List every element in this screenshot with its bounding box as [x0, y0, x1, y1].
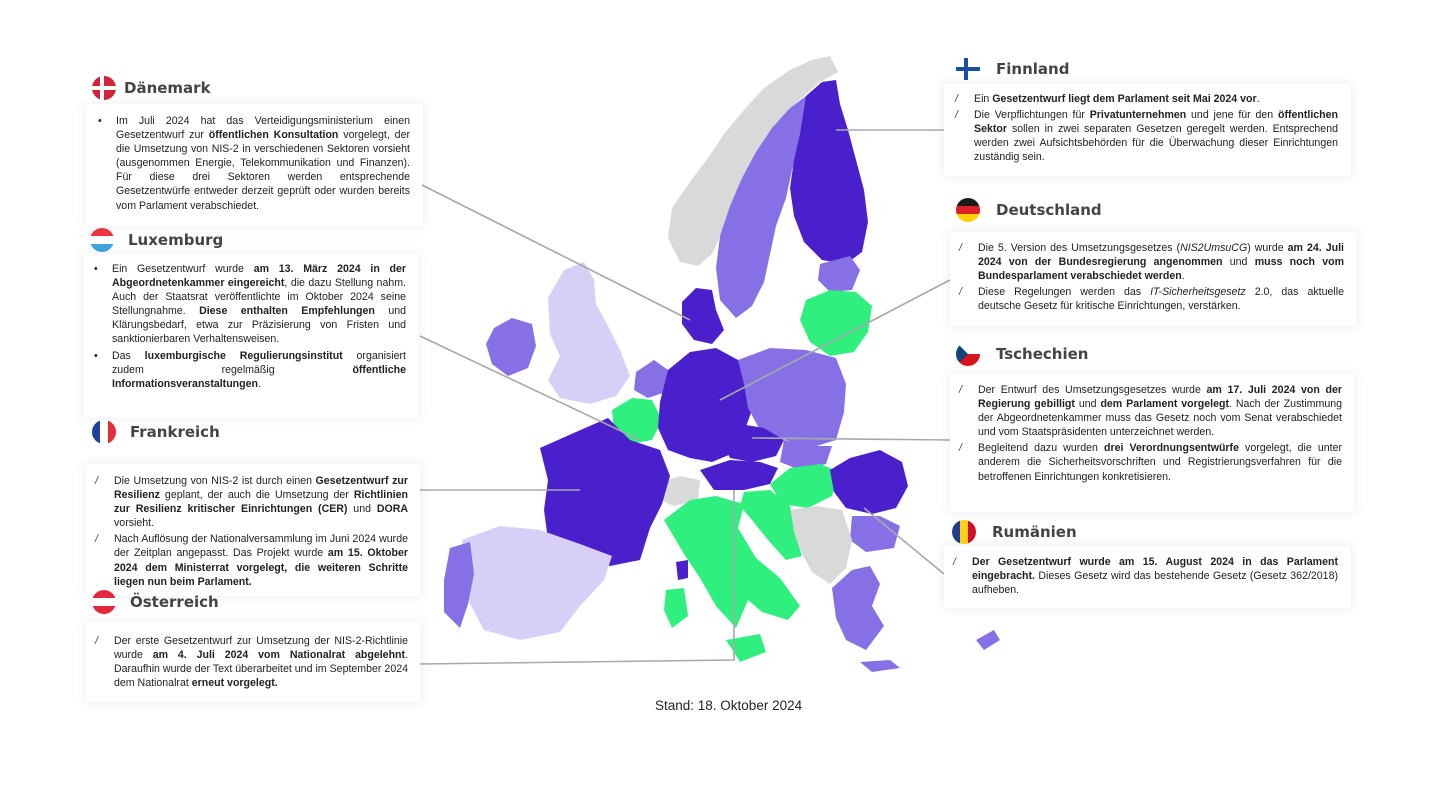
card-text-run: DORA — [376, 503, 409, 516]
country-name-tschechien: Tschechien — [996, 345, 1089, 363]
map-region-bulgaria[interactable] — [850, 516, 900, 552]
map-region-ireland[interactable] — [486, 318, 536, 376]
card-text-run: . — [1256, 93, 1260, 105]
card-text-run: geplant, der auch die Umsetzung der — [159, 489, 354, 502]
card-text-run: vorgelegt, der die Umsetzung von NIS-2 in verschiedenen Sektoren vorsieht (ausgenommen Energie, Telekommunikation und Finanzen). Für diese drei Sektoren werden entsprechende Gesetzentwürfe entweder derzeit geprüft oder wurden bereits vom Parlament verabschiedet. — [116, 129, 410, 212]
card-frankreich — [86, 464, 420, 596]
card-item — [94, 634, 408, 690]
card-text-run: ) wurde — [1247, 242, 1288, 254]
country-name-luxemburg: Luxemburg — [128, 231, 224, 249]
card-item — [94, 349, 406, 391]
card-text-run: Die 5. Version des Umsetzungsgesetzes ( — [978, 242, 1181, 254]
card-item — [98, 114, 410, 213]
card-rumaenien — [944, 546, 1350, 608]
card-text-run: am 15. Oktober 2024 dem Ministerrat vorgelegt, die weiteren Schritte liegen nun beim Parlament. — [114, 547, 409, 588]
card-text-run: und — [1074, 398, 1101, 411]
card-text-run: am 24. Juli 2024 von der Bundesregierung angenommen — [978, 242, 1344, 269]
card-text-run: IT-Sicherheitsgesetz — [1150, 286, 1246, 299]
card-text-run: . — [1181, 270, 1185, 283]
card-text-run: , die dazu Stellung nahm. Auch der Staatsrat veröffentlichte im Oktober 2024 seine Stellungnahme. — [112, 277, 406, 318]
czech-flag-icon — [956, 342, 980, 366]
map-region-estonia[interactable] — [818, 256, 860, 292]
finland-flag-icon — [956, 58, 980, 80]
country-name-rumaenien: Rumänien — [992, 523, 1077, 541]
card-item — [94, 532, 408, 588]
country-name-daenemark: Dänemark — [124, 79, 211, 97]
country-head-frankreich — [92, 420, 220, 444]
card-text-run: Im Juli 2024 hat das Verteidigungsministerium einen Gesetzentwurf zur — [116, 115, 410, 142]
card-text-run: vorsieht. — [114, 517, 155, 530]
map-region-portugal[interactable] — [444, 542, 474, 628]
country-head-finnland — [956, 58, 1069, 80]
country-name-oesterreich: Österreich — [130, 593, 219, 611]
card-text-run: sollen in zwei separaten Gesetzen geregelt werden. Entsprechend werden zwei Aufsichtsbehörden für die Überwachung dieser Einrichtungen zuständig sein. — [974, 123, 1338, 164]
card-text-run: Begleitend dazu wurden — [978, 442, 1104, 455]
country-head-deutschland — [956, 198, 1102, 222]
card-text-run: Diese Regelungen werden das — [978, 286, 1151, 299]
card-text-run: und — [1222, 256, 1255, 269]
map-region-crete[interactable] — [860, 660, 900, 672]
card-text-run: und Klärungsbedarf, etwa zur Präzisierung von Fristen und sanktionierbaren Verhaltensweisen. — [112, 305, 406, 346]
card-text-run: . Nach der Zustimmung der Abgeordnetenkammer muss das Gesetz noch vom Senat verabschiedet und vom Staatspräsidenten unterzeichnet werden. — [978, 398, 1342, 439]
card-text-run: und jene für den — [1186, 109, 1278, 122]
map-region-romania[interactable] — [830, 450, 908, 514]
card-text-run: öffentliche Informationsveranstaltungen — [112, 363, 406, 390]
map-region-sicily[interactable] — [726, 634, 766, 662]
card-tschechien — [950, 374, 1354, 512]
card-item — [958, 441, 1342, 483]
map-region-greece[interactable] — [832, 566, 884, 650]
card-daenemark — [86, 104, 422, 226]
card-item — [958, 383, 1342, 439]
card-item — [954, 92, 1338, 106]
footnote-date: Stand: 18. Oktober 2024 — [655, 698, 803, 713]
map-region-austria[interactable] — [700, 460, 778, 490]
country-head-rumaenien — [952, 520, 1077, 544]
austria-flag-icon — [92, 590, 116, 614]
card-text-run: organisiert zudem regelmäßig — [112, 349, 406, 376]
card-text-run: Richtlinien zur Resilienz kritischer Einrichtungen (CER) — [114, 489, 408, 516]
card-text-run: Privatunternehmen — [1089, 109, 1187, 122]
card-text-run: und — [347, 503, 377, 516]
country-head-daenemark — [92, 76, 211, 100]
romania-flag-icon — [952, 520, 976, 544]
germany-flag-icon — [956, 198, 980, 222]
card-text-run: Das — [112, 349, 145, 362]
card-text-run: am 13. März 2024 in der Abgeordnetenkammer eingereicht — [112, 263, 407, 290]
card-text-run: öffentlichen Konsultation — [208, 129, 339, 142]
card-text-run: Gesetzentwurf zur Resilienz — [114, 475, 408, 502]
card-text-run: dem Parlament vorgelegt — [1100, 398, 1229, 411]
card-item — [958, 285, 1344, 313]
card-text-run: Ein — [974, 93, 993, 105]
card-text-run: Nach Auflösung der Nationalversammlung im Juni 2024 wurde der Zeitplan angepasst. Das Projekt wurde — [114, 533, 408, 560]
luxembourg-flag-icon — [90, 228, 114, 252]
card-text-run: am 17. Juli 2024 von der Regierung gebilligt — [978, 384, 1342, 411]
map-region-baltics[interactable] — [800, 290, 872, 356]
france-flag-icon — [92, 420, 116, 444]
card-text-run: . — [257, 377, 261, 390]
card-text-run: Dieses Gesetz wird das bestehende Gesetz (Gesetz 362/2018) aufheben. — [972, 570, 1338, 597]
card-item — [94, 262, 406, 347]
map-region-corsica[interactable] — [676, 560, 688, 580]
country-head-luxemburg — [90, 228, 223, 252]
country-name-finnland: Finnland — [996, 60, 1070, 78]
card-item — [952, 555, 1338, 597]
country-name-frankreich: Frankreich — [130, 423, 220, 441]
card-text-run: Diese enthalten Empfehlungen — [199, 305, 375, 318]
card-text-run: Der Entwurf des Umsetzungsgesetzes wurde — [978, 384, 1207, 396]
country-head-oesterreich — [92, 590, 219, 614]
card-text-run: NIS2UmsuCG — [1180, 242, 1248, 254]
card-text-run: . Daraufhin wurde der Text überarbeitet und im September 2024 dem Nationalrat — [114, 649, 409, 690]
card-text-run: öffentlichen Sektor — [974, 109, 1338, 136]
card-item — [954, 108, 1338, 164]
map-region-cyprus[interactable] — [976, 630, 1000, 650]
map-region-balkans[interactable] — [790, 506, 852, 584]
card-text-run: Ein Gesetzentwurf wurde — [112, 263, 254, 275]
card-text-run: erneut vorgelegt. — [191, 677, 278, 690]
card-text-run: 2.0, das aktuelle deutsche Gesetz für kritische Einrichtungen, verstärken. — [978, 286, 1344, 313]
card-text-run: muss noch vom Bundesparlament verabschiedet werden — [978, 256, 1345, 283]
card-text-run: Der erste Gesetzentwurf zur Umsetzung der NIS-2-Richtlinie wurde — [114, 635, 408, 662]
card-text-run: Gesetzentwurf liegt dem Parlament seit Mai 2024 vor — [992, 93, 1257, 105]
card-text-run: Die Verpflichtungen für — [974, 109, 1090, 122]
card-text-run: luxemburgische Regulierungsinstitut — [144, 349, 343, 362]
card-text-run: vorgelegt, die unter anderem die Sicherheitsvorschriften und Registrierungsverfahren für die betroffenen Einrichtungen konkretisieren. — [978, 442, 1342, 483]
map-region-denmark[interactable] — [682, 288, 724, 344]
card-luxemburg — [84, 254, 418, 418]
card-finnland — [944, 84, 1350, 176]
card-deutschland — [950, 232, 1356, 326]
card-text-run: Die Umsetzung von NIS-2 ist durch einen — [114, 475, 316, 487]
card-item — [958, 241, 1344, 283]
card-text-run: drei Verordnungsentwürfe — [1104, 442, 1239, 455]
card-item — [94, 474, 408, 530]
country-head-tschechien — [956, 342, 1088, 366]
map-region-sardinia[interactable] — [664, 588, 688, 628]
denmark-flag-icon — [92, 76, 116, 100]
card-text-run: am 4. Juli 2024 vom Nationalrat abgelehnt — [152, 649, 406, 662]
card-text-run: Der Gesetzentwurf wurde am 15. August 2024 in das Parlament eingebracht. — [972, 556, 1338, 583]
country-name-deutschland: Deutschland — [996, 201, 1102, 219]
card-oesterreich — [86, 622, 420, 702]
